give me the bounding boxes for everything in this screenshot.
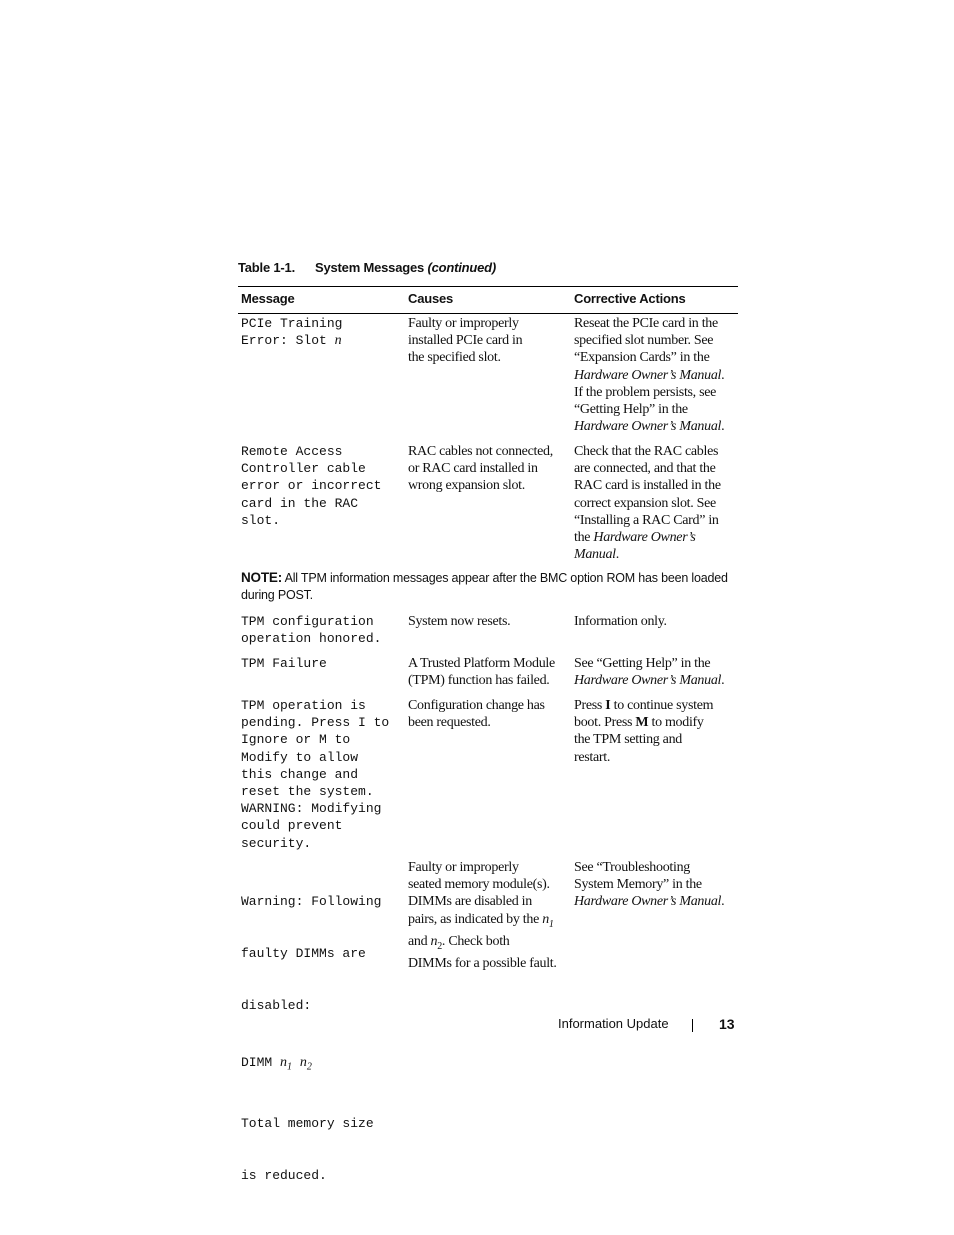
action-cell: Information only. — [574, 614, 667, 629]
footer-divider — [692, 1019, 693, 1032]
table-continued: (continued) — [427, 260, 497, 275]
action-cell: Reseat the PCIe card in the specified slot number. See “Expansion Cards” in the Hardware Owner’s Manual. If the problem persists, see “Getting Help” in the Hardware Owner’s Manual. — [574, 316, 725, 435]
message-cell: TPM configuration operation honored. — [241, 614, 382, 647]
action-cell: See “Troubleshooting System Memory” in the Hardware Owner’s Manual. — [574, 860, 725, 910]
action-cell: Press I to continue system boot. Press M to modify the TPM setting and restart. — [574, 698, 714, 765]
note-text: All TPM information messages appear after the BMC option ROM has been loaded during POST. — [241, 571, 728, 602]
cause-cell: Configuration change has been requested. — [408, 698, 545, 731]
message-cell: TPM operation is pending. Press I to Ignore or M to Modify to allow this change and reset the system. WARNING: Modifying could prevent security. — [241, 698, 390, 851]
page-number: 13 — [719, 1016, 735, 1032]
table-caption — [238, 260, 496, 275]
message-cell: PCIe Training Error: Slot n — [241, 316, 343, 349]
action-cell: Check that the RAC cables are connected, and that the RAC card is installed in the correct expansion slot. See “Installing a RAC Card” in the Hardware Owner’s Manual. — [574, 444, 721, 563]
message-cell: TPM Failure — [241, 656, 327, 671]
message-cell: Remote Access Controller cable error or incorrect card in the RAC slot. — [241, 444, 382, 528]
header-corrective-actions: Corrective Actions — [574, 291, 686, 306]
table-number: Table 1-1. — [238, 260, 296, 275]
note-label: NOTE: — [241, 570, 282, 585]
cause-cell: RAC cables not connected, or RAC card installed in wrong expansion slot. — [408, 444, 553, 494]
note — [241, 569, 738, 604]
header-causes: Causes — [408, 291, 454, 306]
cause-cell: A Trusted Platform Module (TPM) function has failed. — [408, 656, 555, 689]
cause-cell: System now resets. — [408, 614, 511, 629]
table-title: System Messages — [315, 260, 425, 275]
message-cell: Warning: Following faulty DIMMs are disabled: DIMM $n_1$ $n_2$ Total memory size is reduced. — [241, 894, 382, 1184]
footer-section-title: Information Update — [558, 1016, 669, 1031]
cause-cell: Faulty or improperly installed PCIe card in the specified slot. — [408, 316, 523, 366]
cause-cell: Faulty or improperly seated memory module(s). DIMMs are disabled in pairs, as indicated by the $n_1$ and $n_2$. Check both DIMMs for a possible fault. — [408, 860, 557, 971]
header-message: Message — [241, 291, 295, 306]
table-header — [238, 286, 738, 314]
action-cell: See “Getting Help” in the Hardware Owner’s Manual. — [574, 656, 725, 689]
